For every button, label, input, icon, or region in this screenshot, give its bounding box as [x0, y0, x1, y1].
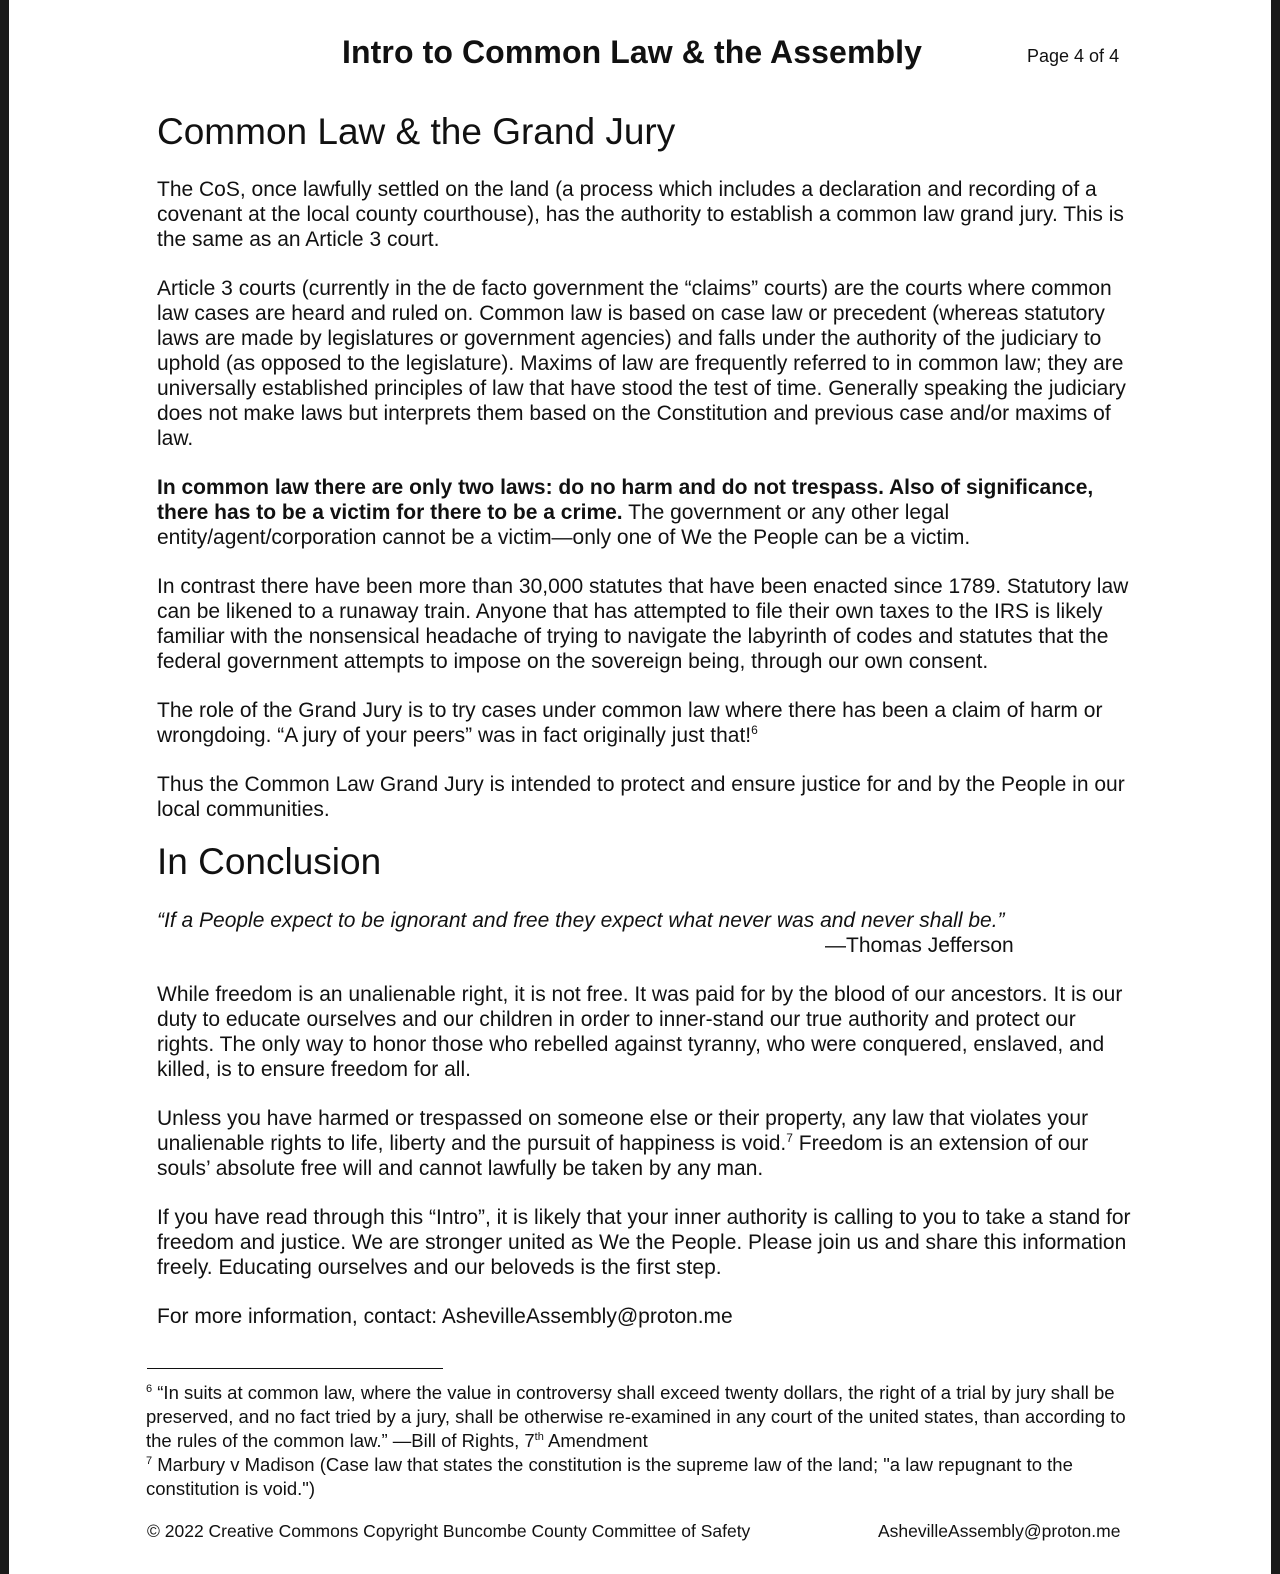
footnote-6 — [146, 1381, 1136, 1453]
footnote-6-marker: 6 — [146, 1382, 153, 1395]
paragraph-two-laws — [157, 475, 1137, 550]
footnote-6-text-b: Amendment — [543, 1430, 648, 1451]
document-title: Intro to Common Law & the Assembly — [342, 34, 923, 70]
left-edge-border — [0, 0, 9, 1574]
section-heading-grand-jury: Common Law & the Grand Jury — [157, 111, 676, 152]
paragraph-protect-justice: Thus the Common Law Grand Jury is intended to protect and ensure justice for and by the People in our local communities. — [157, 773, 1125, 821]
main-content — [157, 108, 1137, 1329]
footnote-ref-6: 6 — [751, 723, 758, 737]
footer-copyright: © 2022 Creative Commons Copyright Buncombe County Committee of Safety — [147, 1521, 751, 1541]
footnotes — [146, 1381, 1136, 1501]
paragraph-freedom-not-free: While freedom is an unalienable right, it is not free. It was paid for by the blood of our ancestors. It is our duty to educate ourselves and our children in order to inner-stand our true authority and protect our rights. The only way to honor those who rebelled against tyranny, who were conquered, enslaved, and killed, is to ensure freedom for all. — [157, 983, 1123, 1081]
unalienable-rights-text-b: Freedom is an extension of our souls’ absolute free will and cannot lawfully be taken by any man. — [157, 1132, 1089, 1180]
paragraph-call-to-action: If you have read through this “Intro”, it is likely that your inner authority is calling to you to take a stand for freedom and justice. We are stronger united as We the People. Please join us and share this information freely. Educating ourselves and our beloveds is the first step. — [157, 1206, 1131, 1279]
footnote-7-marker: 7 — [146, 1454, 153, 1467]
quote-attribution: —Thomas Jefferson — [825, 934, 1014, 957]
two-laws-rest-text: The government or any other legal entity/agent/corporation cannot be a victim—only one of We the People can be a victim. — [157, 501, 971, 549]
jefferson-quote: “If a People expect to be ignorant and free they expect what never was and never shall be.” — [157, 909, 1005, 932]
paragraph-article-3-courts: Article 3 courts (currently in the de facto government the “claims” courts) are the courts where common law cases are heard and ruled on. Common law is based on case law or precedent (whereas statutory laws are made by legislatures or government agencies) and falls under the authority of the judiciary to uphold (as opposed to the legislature). Maxims of law are frequently referred to in common law; they are universally established principles of law that have stood the test of time. Generally speaking the judiciary does not make laws but interprets them based on the Constitution and previous case and/or maxims of law. — [157, 277, 1126, 450]
footnote-7-text: Marbury v Madison (Case law that states the constitution is the supreme law of the land; "a law repugnant to the constitution is void.") — [146, 1454, 1073, 1499]
paragraph-unalienable-rights — [157, 1106, 1137, 1181]
paragraph-cos-authority: The CoS, once lawfully settled on the land (a process which includes a declaration and recording of a covenant at the local county courthouse), has the authority to establish a common law grand jury. This is the same as an Article 3 court. — [157, 178, 1124, 251]
page-number: Page 4 of 4 — [1027, 46, 1120, 66]
right-edge-border — [1271, 0, 1280, 1574]
footnote-divider — [147, 1368, 443, 1369]
paragraph-statutes: In contrast there have been more than 30,000 statutes that have been enacted since 1789. Statutory law can be likened to a runaway train. Anyone that has attempted to file their own taxes to the IRS is likely familiar with the nonsensical headache of trying to navigate the labyrinth of codes and statutes that the federal government attempts to impose on the sovereign being, through our own consent. — [157, 575, 1129, 673]
paragraph-grand-jury-role — [157, 698, 1137, 748]
footnote-6-text-a: “In suits at common law, where the value in controversy shall exceed twenty dollars, the right of a trial by jury shall be preserved, and no fact tried by a jury, shall be otherwise re-examined in any court of the united states, than according to the rules of the common law.” —Bill of Rights, 7 — [146, 1382, 1126, 1451]
contact-line: For more information, contact: AshevilleAssembly@proton.me — [157, 1305, 733, 1328]
unalienable-rights-text-a: Unless you have harmed or trespassed on someone else or their property, any law that violates your unalienable rights to life, liberty and the pursuit of happiness is void. — [157, 1107, 1089, 1155]
grand-jury-role-text: The role of the Grand Jury is to try cases under common law where there has been a claim of harm or wrongdoing. “A jury of your peers” was in fact originally just that! — [157, 699, 1103, 747]
footnote-7 — [146, 1453, 1136, 1501]
footnote-6-ordinal: th — [534, 1430, 544, 1443]
footnote-ref-7: 7 — [786, 1131, 793, 1145]
footer-email: AshevilleAssembly@proton.me — [878, 1521, 1121, 1541]
two-laws-bold-text: In common law there are only two laws: do no harm and do not trespass. Also of significance, there has to be a victim for there to be a crime. — [157, 476, 1094, 524]
section-heading-conclusion: In Conclusion — [157, 841, 382, 882]
